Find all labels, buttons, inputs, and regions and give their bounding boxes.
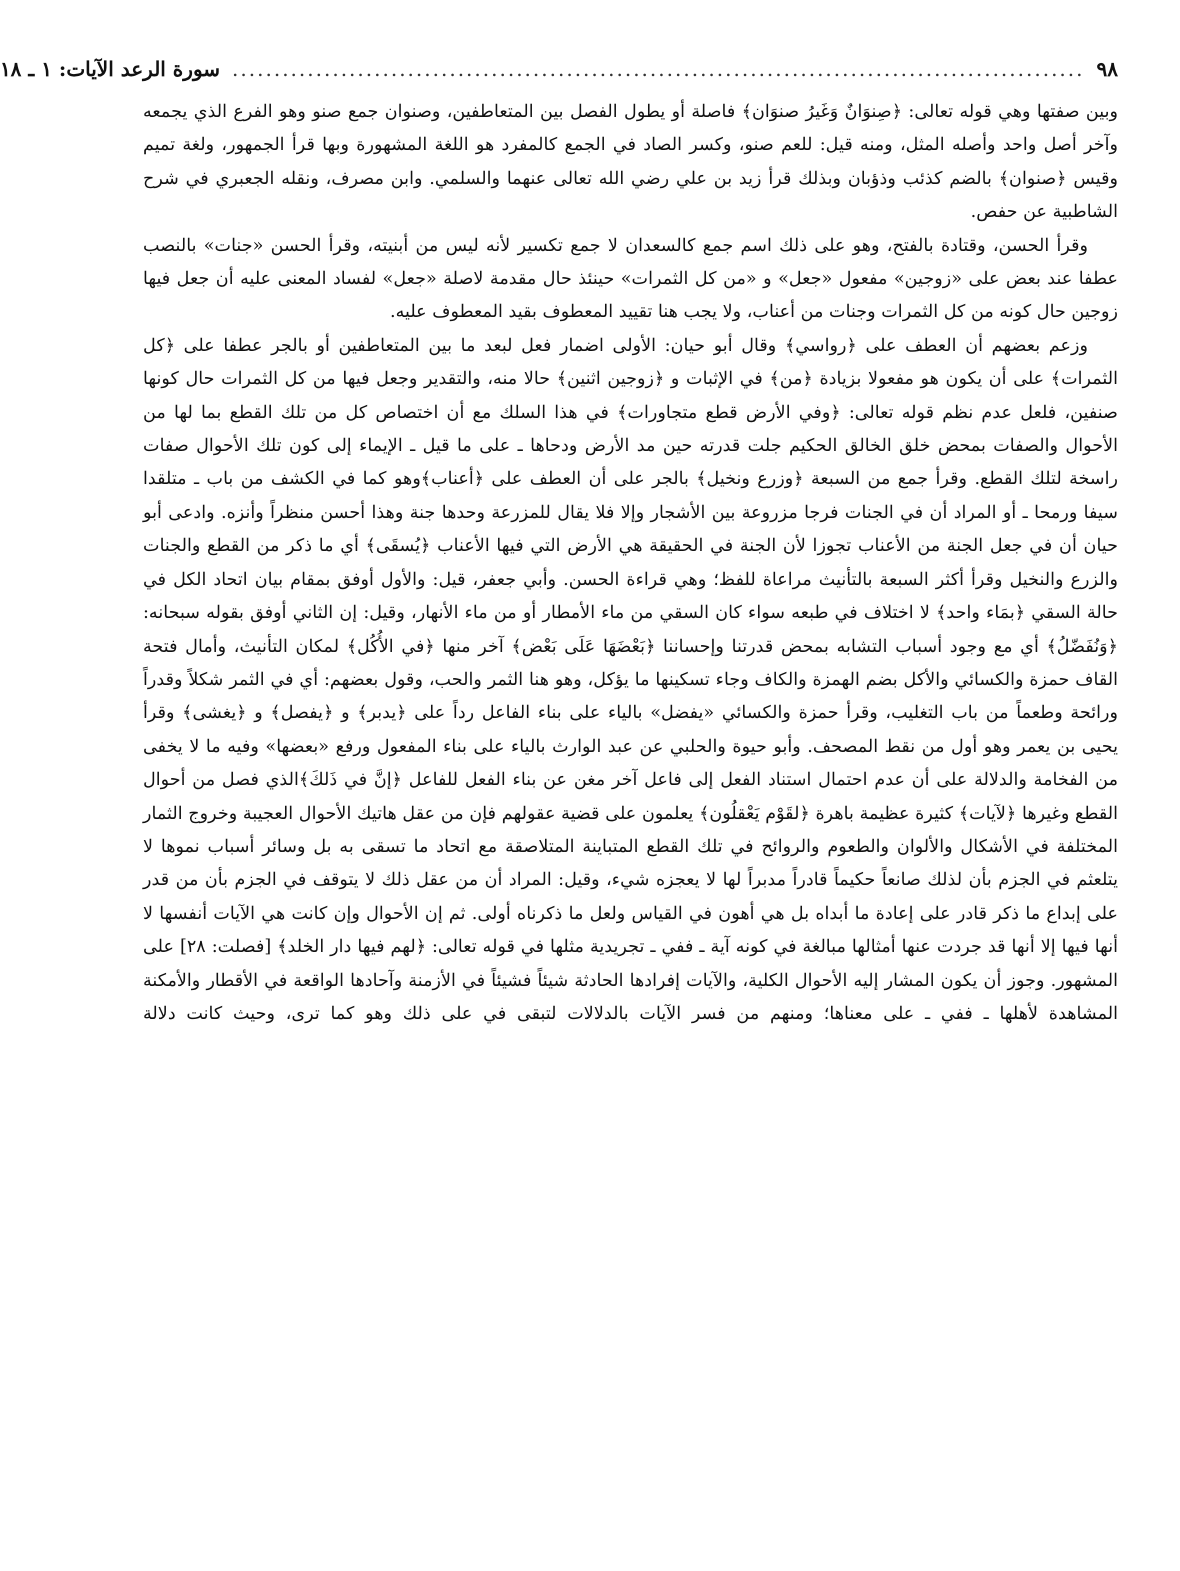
document-page <box>0 52 1118 1552</box>
header-dot-leader: ...................................................................................................... <box>232 57 1085 81</box>
paragraph-1: وبين صفتها وهي قوله تعالى: ﴿صِنوَانٌ وَغَيرُ صنوَان﴾ فاصلة أو يطول الفصل بين المتعاطفين، وصنوان جمع صنو وهو الفرع الذي يجمعه وآخر أصل واحد وأصله المثل، ومنه قيل: للعم صنو، وكسر الصاد في الجمع كالمفرد هو اللغة المشهورة وبها قرأ الجمهور، ولغة تميم وقيس ﴿صنوان﴾ بالضم كذئب وذؤبان وبذلك قرأ زيد بن علي رضي الله تعالى عنهما والسلمي. وابن مصرف، ونقله الجعبري في شرح الشاطبية عن حفص. <box>143 102 1118 223</box>
running-header <box>0 52 1118 86</box>
surah-title: سورة الرعد الآيات: ١ ـ ١٨ <box>0 57 221 81</box>
page-number: ٩٨ <box>1096 57 1118 81</box>
paragraph-2: وقرأ الحسن، وقتادة بالفتح، وهو على ذلك اسم جمع كالسعدان لا جمع تكسير لأنه ليس من أبنيته، وقرأ الحسن «جنات» بالنصب عطفا عند بعض على «زوجين» مفعول «جعل» و «من كل الثمرات» حينئذ حال مقدمة لاصلة «جعل» لفساد المعنى عليه أن جعل فيها زوجين حال كونه من كل الثمرات وجنات من أعناب، ولا يجب هنا تقييد المعطوف بقيد المعطوف عليه. <box>143 235 1118 323</box>
paragraph-3: وزعم بعضهم أن العطف على ﴿رواسي﴾ وقال أبو حيان: الأولى اضمار فعل لبعد ما بين المتعاطفين أو بالجر عطفا على ﴿كل الثمرات﴾ على أن يكون هو مفعولا بزيادة ﴿من﴾ في الإثبات و ﴿زوجين اثنين﴾ حالا منه، والتقدير وجعل فيها من كل الثمرات حال كونها صنفين، فلعل عدم نظم قوله تعالى: ﴿وفي الأرض قطع متجاورات﴾ في هذا السلك مع أن اختصاص كل من تلك القطع بما لها من الأحوال والصفات بمحض خلق الخالق الحكيم جلت قدرته حين مد الأرض ودحاها ـ على ما قيل ـ الإيماء إلى كون تلك الأحوال صفات راسخة لتلك القطع. وقرأ جمع من السبعة ﴿وزرع ونخيل﴾ بالجر على أن العطف على ﴿أعناب﴾وهو كما في الكشف من باب ـ متلقدا سيفا ورمحا ـ أو المراد أن في الجنات فرجا مزروعة بين الأشجار وإلا فلا يقال للمزرعة وحدها جنة وهذا أحسن منظراً وأنزه. وادعى أبو حيان أن في جعل الجنة من الأعناب تجوزا لأن الجنة في الحقيقة هي الأرض التي فيها الأعناب ﴿يُسقَى﴾ أي ما ذكر من القطع والجنات والزرع والنخيل وقرأ أكثر السبعة بالتأنيث مراعاة للفظ؛ وهي قراءة الحسن. وأبي جعفر، قيل: والأول أوفق بمقام بيان اتحاد الكل في حالة السقي ﴿بمَاء واحد﴾ لا اختلاف في طبعه سواء كان السقي من ماء الأمطار أو من ماء الأنهار، وقيل: إن الثاني أوفق بقوله سبحانه: ﴿وَنُفَضّلُ﴾ أي مع وجود أسباب التشابه بمحض قدرتنا وإحساننا ﴿بَعْضَهَا عَلَى بَعْض﴾ آخر منها ﴿في الأُكُل﴾ لمكان التأنيث، وأمال فتحة القاف حمزة والكسائي والأكل بضم الهمزة والكاف وجاء تسكينها ما يؤكل، وهو هنا الثمر والحب، وقول بعضهم: أي في الثمر شكلاً وقدراً ورائحة وطعماً من باب التغليب، وقرأ حمزة والكسائي «يفضل» بالياء على بناء الفاعل رداً على ﴿يدبر﴾ و ﴿يفصل﴾ و ﴿يغشى﴾ وقرأ يحيى بن يعمر وهو أول من نقط المصحف. وأبو حيوة والحلبي عن عبد الوارث بالياء على بناء المفعول ورفع «بعضها» وفيه ما لا يخفى من الفخامة والدلالة على أن عدم احتمال استناد الفعل إلى فاعل آخر مغن عن بناء الفعل للفاعل ﴿إنَّ في ذَلكَ﴾الذي فصل من أحوال القطع وغيرها ﴿لآيات﴾ كثيرة عظيمة باهرة ﴿لقَوْم يَعْقلُون﴾ يعلمون على قضية عقولهم فإن من عقل هاتيك الأحوال العجيبة وخروج الثمار المختلفة في الأشكال والألوان والطعوم والروائح في تلك القطع المتباينة المتلاصقة مع اتحاد ما تسقى به بل وسائر أسباب نموها لا يتلعثم في الجزم بأن لذلك صانعاً حكيماً قادراً مدبراً لها لا يعجزه شيء، وقيل: المراد أن من عقل ذلك لا يتوقف في الجزم بأن من قدر على إبداع ما ذكر قادر على إعادة ما أبداه بل هي أهون في القياس ولعل ما ذكرناه أولى. ثم إن الأحوال وإن كانت هي الآيات أنفسها لا أنها فيها إلا أنها قد جردت عنها أمثالها مبالغة في كونه آية ـ ففي ـ تجريدية مثلها في قوله تعالى: ﴿لهم فيها دار الخلد﴾ [فصلت: ٢٨] على المشهور. وجوز أن يكون المشار إليه الأحوال الكلية، والآيات إفرادها الحادثة شيئاً فشيئاً في الأزمنة وآحادها الواقعة في الأقطار والأمكنة المشاهدة لأهلها ـ ففي ـ على معناها؛ ومنهم من فسر الآيات بالدلالات لتبقى في على ذلك وهو كما ترى، وحيث كانت دلالة <box>143 335 1118 1024</box>
